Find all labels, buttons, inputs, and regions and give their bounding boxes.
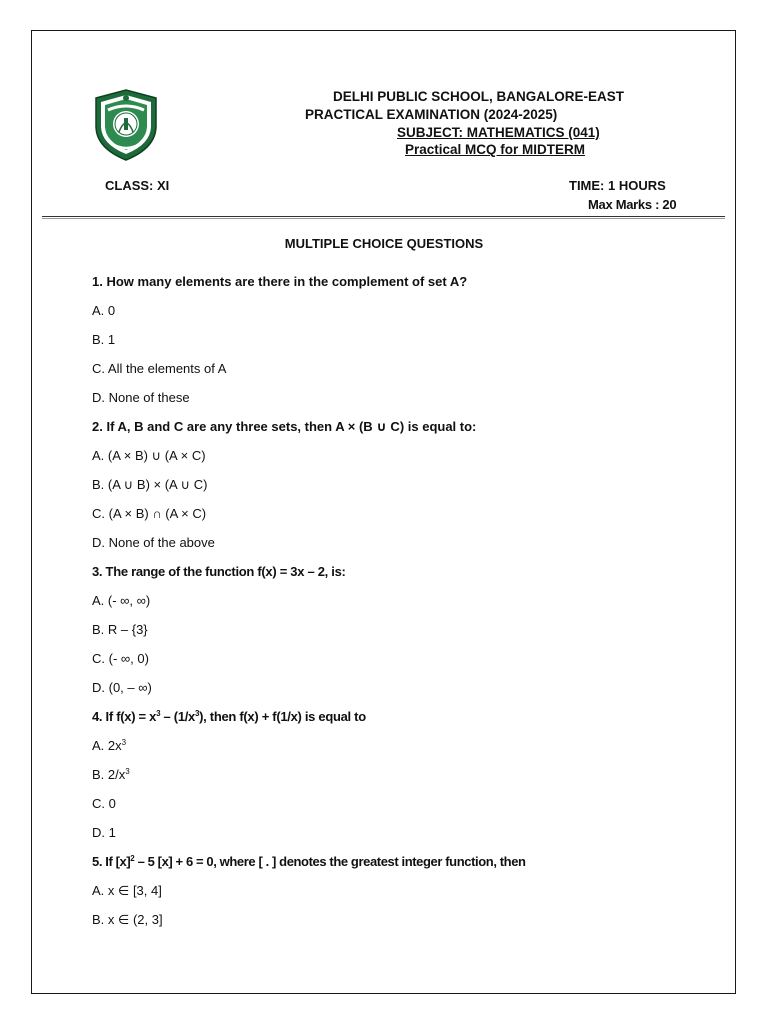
option-text: A. 2x [92,738,122,753]
question-2-option-a: A. (A × B) ∪ (A × C) [92,448,206,463]
question-3: 3. The range of the function f(x) = 3x – 2, is: [92,564,346,579]
question-4-text: ), then f(x) + f(1/x) is equal to [199,709,366,724]
question-4-option-d: D. 1 [92,825,116,840]
question-2-option-c: C. (A × B) ∩ (A × C) [92,506,207,521]
section-title-text: MULTIPLE CHOICE QUESTIONS [284,236,484,251]
option-text: B. 2/x [92,767,126,782]
practical-title: Practical MCQ for MIDTERM [405,142,586,157]
question-4-text: – (1/x [160,709,195,724]
question-1: 1. How many elements are there in the complement of set A? [92,274,468,289]
option-exponent: 3 [125,767,130,776]
question-5-text: – 5 [x] + 6 = 0, where [ . ] denotes the greatest integer function, then [134,854,526,869]
question-1-option-b: B. 1 [92,332,116,347]
question-3-option-d: D. (0, – ∞) [92,680,152,695]
section-title [0,236,768,251]
exam-title: PRACTICAL EXAMINATION (2024-2025) [305,107,558,122]
question-1-option-a: A. 0 [92,303,116,318]
question-5-text: 5. If [x] [92,854,131,869]
time-label: TIME: 1 HOURS [569,178,666,193]
question-2-option-b: B. (A ∪ B) × (A ∪ C) [92,477,208,492]
question-3-option-b: B. R – {3} [92,622,148,637]
question-1-option-d: D. None of these [92,390,190,405]
question-2: 2. If A, B and C are any three sets, then A × (B ∪ C) is equal to: [92,419,477,434]
question-2-option-d: D. None of the above [92,535,215,550]
question-1-option-c: C. All the elements of A [92,361,227,376]
question-4-text: 4. If f(x) = x [92,709,157,724]
question-5-option-b: B. x ∈ (2, 3] [92,912,163,927]
school-name: DELHI PUBLIC SCHOOL, BANGALORE-EAST [333,89,625,104]
question-4-option-c: C. 0 [92,796,116,811]
header-divider [42,216,725,217]
question-4 [92,710,366,723]
question-4-option-b [92,768,130,781]
subject-line: SUBJECT: MATHEMATICS (041) [397,125,600,140]
question-3-option-a: A. (- ∞, ∞) [92,593,151,608]
class-label: CLASS: XI [105,178,170,193]
question-4-exponent: 3 [156,709,161,718]
school-crest-logo [92,88,160,162]
question-4-exponent: 3 [195,709,200,718]
question-4-option-a [92,739,126,752]
header-divider-secondary [42,218,725,219]
question-5-option-a: A. x ∈ [3, 4] [92,883,162,898]
option-exponent: 3 [121,738,127,747]
question-5 [92,855,526,868]
question-5-exponent: 2 [130,854,135,863]
question-3-option-c: C. (- ∞, 0) [92,651,149,666]
max-marks-label: Max Marks : 20 [588,197,677,212]
